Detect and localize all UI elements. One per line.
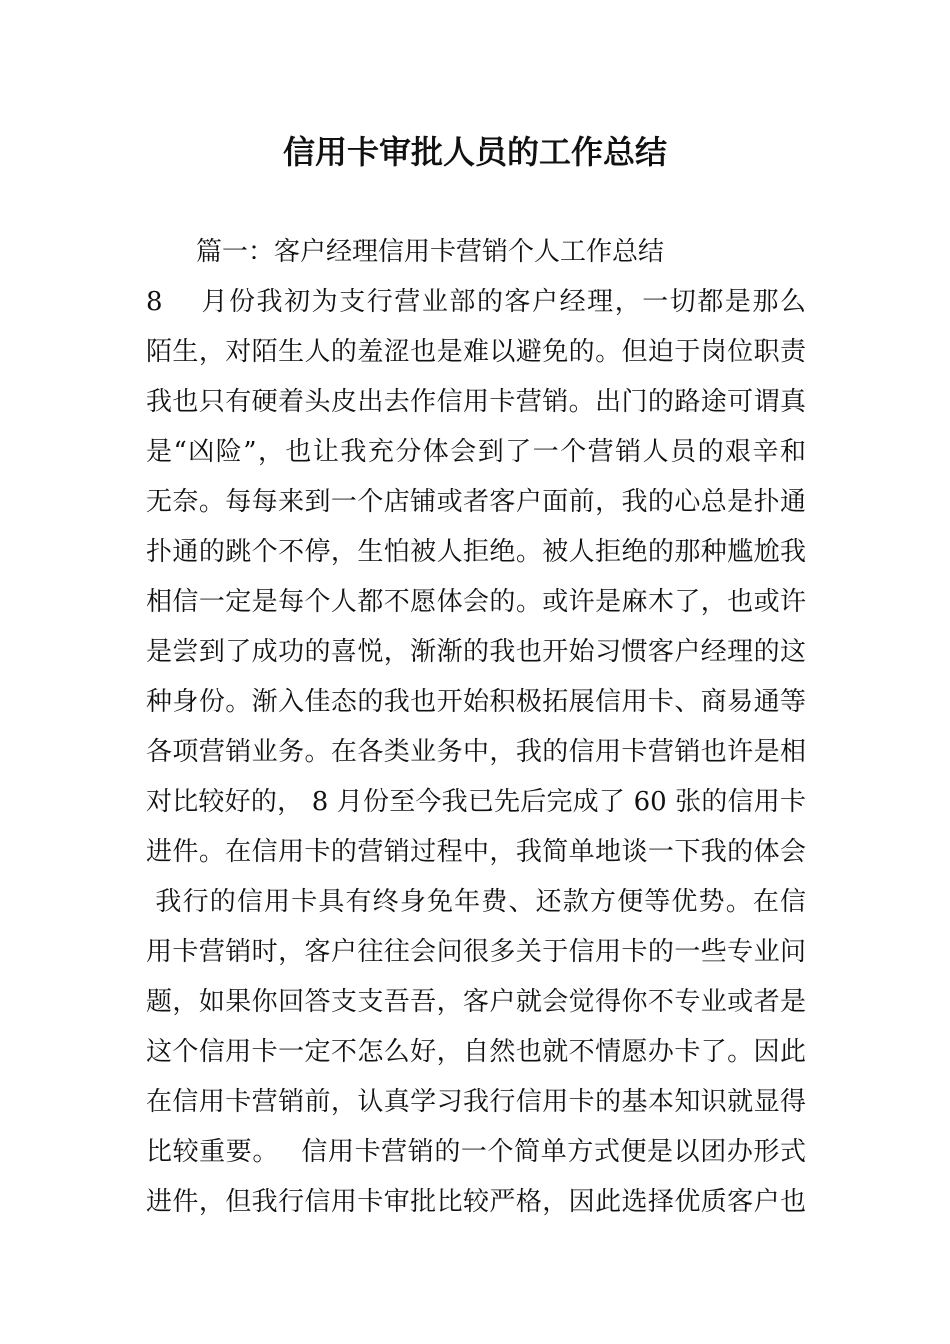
body-line: 题，如果你回答支支吾吾，客户就会觉得你不专业或者是 (146, 987, 806, 1017)
body-line: 进件，但我行信用卡审批比较严格，因此选择优质客户也 (146, 1187, 806, 1217)
body-line: 这个信用卡一定不怎么好，自然也就不情愿办卡了。因此 (146, 1037, 806, 1067)
body-line: 陌生，对陌生人的羞涩也是难以避免的。但迫于岗位职责 (146, 337, 806, 367)
body-line: 我也只有硬着头皮出去作信用卡营销。出门的路途可谓真 (146, 387, 806, 417)
body-line: 无奈。每每来到一个店铺或者客户面前，我的心总是扑通 (146, 487, 806, 517)
body-line: 用卡营销时，客户往往会问很多关于信用卡的一些专业问 (146, 937, 806, 967)
body-line: 对比较好的， 8 月份至今我已先后完成了 60 张的信用卡 (146, 787, 806, 817)
body-line: 各项营销业务。在各类业务中，我的信用卡营销也许是相 (146, 737, 806, 767)
body-line: 8 月份我初为支行营业部的客户经理，一切都是那么 (146, 287, 806, 317)
body-line: 扑通的跳个不停，生怕被人拒绝。被人拒绝的那种尴尬我 (146, 537, 806, 567)
body-line: 是“凶险”，也让我充分体会到了一个营销人员的艰辛和 (146, 437, 806, 467)
body-line: 在信用卡营销前，认真学习我行信用卡的基本知识就显得 (146, 1087, 806, 1117)
body-line: 是尝到了成功的喜悦，渐渐的我也开始习惯客户经理的这 (146, 637, 806, 667)
body-line: 比较重要。 信用卡营销的一个简单方式便是以团办形式 (146, 1137, 806, 1167)
body-line: 进件。在信用卡的营销过程中，我简单地谈一下我的体会 (146, 837, 806, 867)
body-line: 相信一定是每个人都不愿体会的。或许是麻木了，也或许 (146, 587, 806, 617)
section-heading: 篇一：客户经理信用卡营销个人工作总结 (196, 237, 665, 267)
document-title: 信用卡审批人员的工作总结 (282, 133, 667, 171)
body-line: 我行的信用卡具有终身免年费、还款方便等优势。在信 (146, 887, 806, 917)
body-line: 种身份。渐入佳态的我也开始积极拓展信用卡、商易通等 (146, 687, 806, 717)
